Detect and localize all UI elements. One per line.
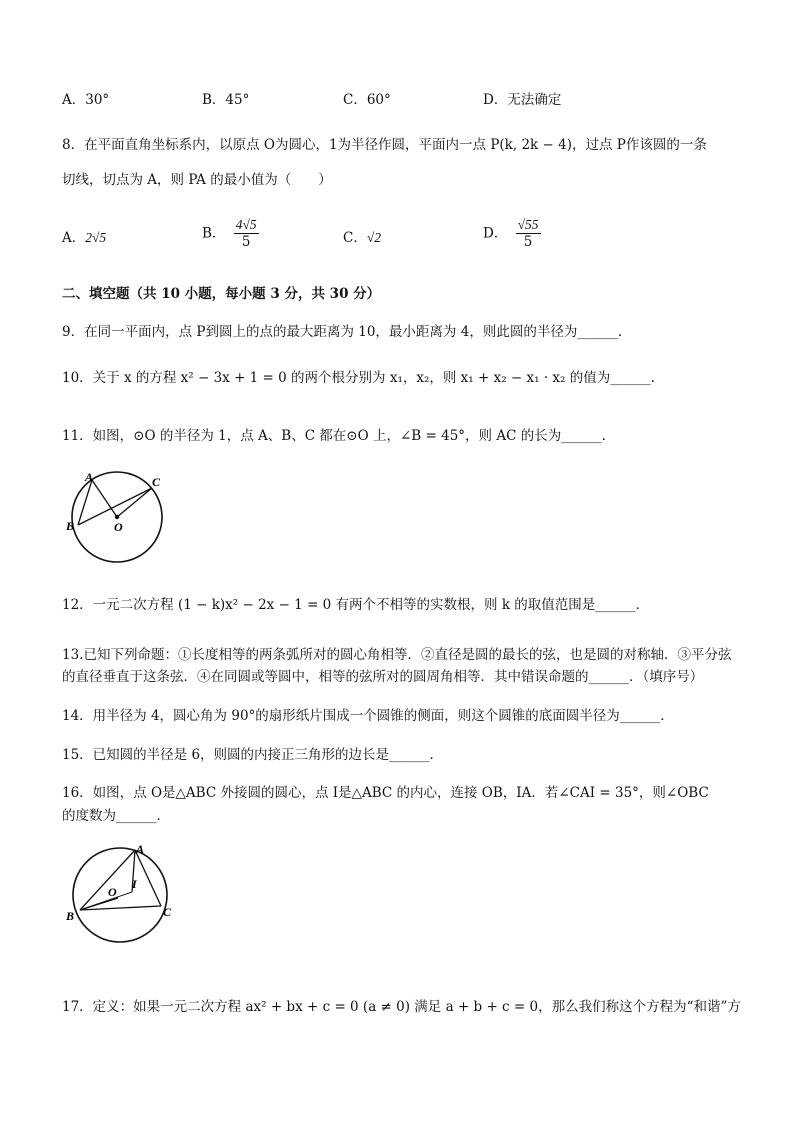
q9-text: 9．在同一平面内，点 P到圆上的点的最大距离为 10，最小距离为 4，则此圆的半径为______． [62, 324, 632, 340]
q7-option-b: B．45° [202, 92, 250, 108]
label-b: B [66, 909, 75, 923]
fraction [516, 216, 541, 251]
q13-line2: 的直径垂直于这条弦．④在同圆或等圆中，相等的弦所对的圆周角相等．其中错误命题的______．（填序号） [62, 669, 704, 685]
q7-option-c: C．60° [343, 92, 391, 108]
label-a: A [136, 842, 145, 856]
q16-line1: 16．如图，点 O是△ABC 外接圆的圆心，点 I是△ABC 的内心，连接 OB，IA．若∠CAI = 35°，则∠OBC [62, 785, 709, 801]
q11-text: 11．如图，⊙O 的半径为 1，点 A、B、C 都在⊙O 上，∠B = 45°，则 AC 的长为______． [62, 428, 616, 444]
option-value: √2 [366, 230, 382, 245]
q8-stem-line2: 切线，切点为 A，则 PA 的最小值为（ ） [62, 172, 332, 188]
option-label: A． [62, 230, 86, 246]
label-c: C [163, 905, 172, 919]
option-label: D． [483, 225, 508, 242]
denominator: 5 [241, 234, 251, 250]
fraction [234, 216, 259, 251]
label-o: O [108, 885, 117, 899]
q14-text: 14．用半径为 4，圆心角为 90°的扇形纸片围成一个圆锥的侧面，则这个圆锥的底面圆半径为______． [62, 708, 674, 724]
label-c: C [152, 475, 161, 489]
q16-line2: 的度数为______． [62, 808, 170, 824]
chord-ab [78, 480, 92, 525]
q7-option-d: D．无法确定 [483, 92, 562, 108]
q15-text: 15．已知圆的半径是 6，则圆的内接正三角形的边长是______． [62, 747, 444, 763]
q8-option-a [62, 228, 106, 248]
label-o: O [114, 520, 123, 534]
q8-option-b [202, 216, 259, 251]
q11-figure [60, 468, 170, 568]
circle [73, 848, 167, 942]
q10-text: 10．关于 x 的方程 x² − 3x + 1 = 0 的两个根分别为 x₁，x₂，则 x₁ + x₂ − x₁ · x₂ 的值为______． [62, 370, 665, 386]
q16-figure [60, 838, 185, 948]
option-label: B． [202, 225, 226, 242]
q8-option-c [343, 228, 381, 248]
label-b: B [66, 519, 75, 533]
q8-stem-line1: 8．在平面直角坐标系内，以原点 O为圆心，1为半径作圆，平面内一点 P(k, 2k − 4)，过点 P作该圆的一条 [62, 137, 707, 153]
denominator: 5 [523, 234, 533, 250]
section-heading: 二、填空题（共 10 小题，每小题 3 分，共 30 分） [62, 286, 381, 302]
numerator: 4√5 [235, 217, 257, 232]
side-ac [135, 850, 161, 906]
label-a: A [85, 470, 94, 484]
q7-option-a: A．30° [62, 92, 110, 108]
q8-option-d [483, 216, 541, 251]
option-value: 2√5 [85, 230, 107, 245]
q12-text: 12．一元二次方程 (1 − k)x² − 2x − 1 = 0 有两个不相等的实数根，则 k 的取值范围是______． [62, 597, 650, 613]
q17-text: 17．定义：如果一元二次方程 ax² + bx + c = 0 (a ≠ 0) 满足 a + b + c = 0，那么我们称这个方程为“和谐”方 [62, 999, 741, 1015]
label-i: I [132, 877, 137, 891]
option-label: C． [343, 230, 367, 246]
numerator: √55 [517, 217, 539, 232]
center-point [115, 515, 119, 519]
q13-line1: 13.已知下列命题：①长度相等的两条弧所对的圆心角相等．②直径是圆的最长的弦，也是圆的对称轴．③平分弦 [62, 647, 732, 663]
